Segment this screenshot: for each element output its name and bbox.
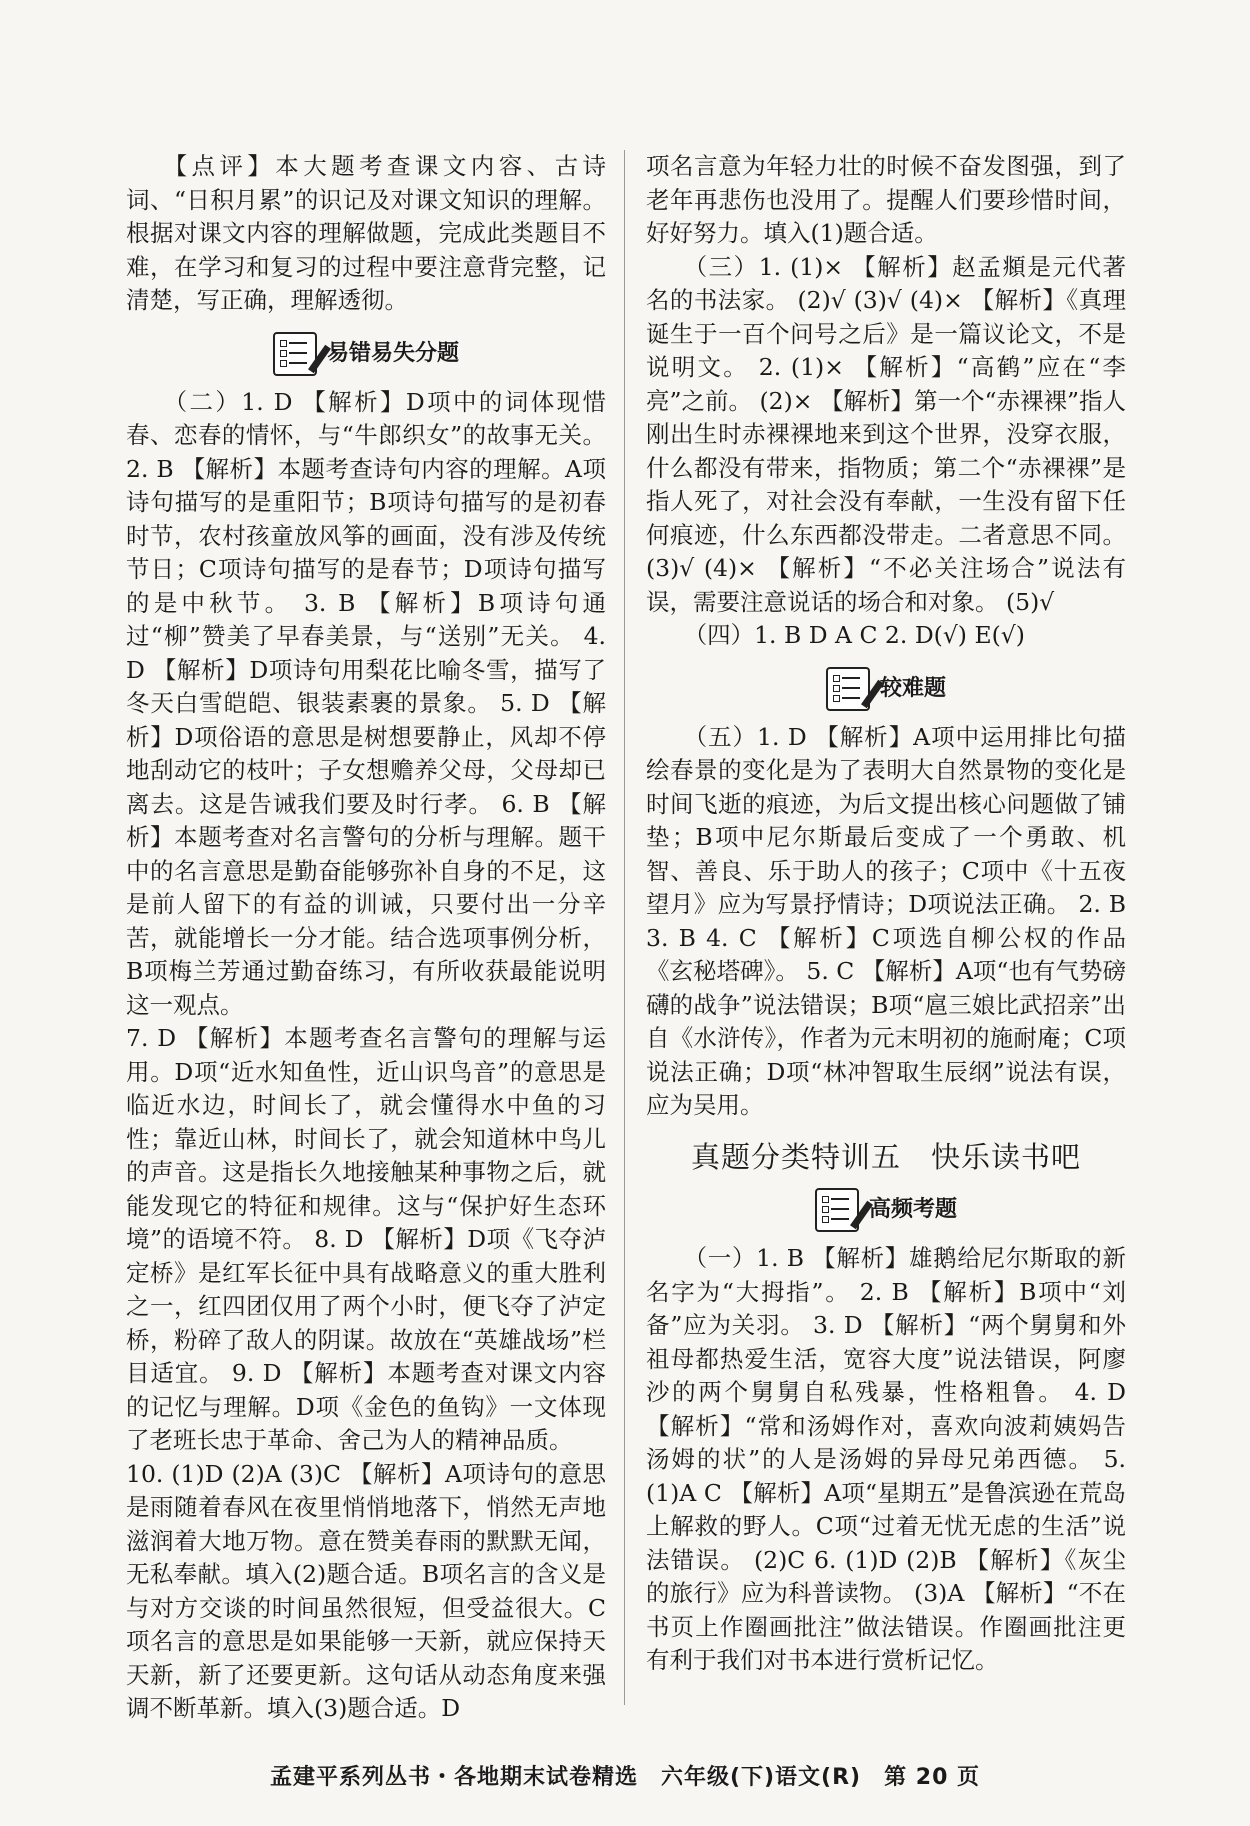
section-title: 易错易失分题 — [326, 340, 459, 366]
checklist-icon — [815, 1188, 859, 1232]
answer-paragraph-2: （二）1. D 【解析】D项中的词体现惜春、恋春的情怀，与“牛郎织女”的故事无关。 2. B 【解析】本题考查诗句内容的理解。A项诗句描写的是重阳节；B项诗句描写的是初春时节，农村孩童放风筝的画面，没有涉及传统节日；C项诗句描写的是春节；D项诗句描写的是中秋节。 3. B 【解析】B项诗句通过“柳”赞美了早春美景，与“送别”无关。 4. D 【解析】D项诗句用梨花比喻冬雪，描写了冬天白雪皑皑、银装素裹的景象。 5. D 【解析】D项俗语的意思是树想要静止，风却不停地刮动它的枝叶；子女想赡养父母，父母却已离去。这是告诫我们要及时行孝。 6. B 【解析】本题考查对名言警句的分析与理解。题干中的名言意思是勤奋能够弥补自身的不足，这是前人留下的有益的训诫，只要付出一分辛苦，就能增长一分才能。结合选项事例分析，B项梅兰芳通过勤奋练习，有所收获最能说明这一观点。 — [126, 387, 606, 1019]
answer-paragraph-3: （三）1. (1)× 【解析】赵孟頫是元代著名的书法家。 (2)√ (3)√ (4)× 【解析】《真理诞生于一百个问号之后》是一篇议论文，不是说明文。 2. (1)× 【解析】“高鹤”应在“李亮”之前。 (2)× 【解析】第一个“赤裸裸”指人刚出生时赤裸裸地来到这个世界，没穿衣服，什么都没有带来，指物质；第二个“赤裸裸”是指人死了，对社会没有奉献，一生没有留下任何痕迹，什么东西都没带走。二者意思不同。 (3)√ (4)× 【解析】“不必关注场合”说法有误，需要注意说话的场合和对象。 (5)√ — [646, 252, 1126, 616]
checklist-icon — [826, 667, 870, 711]
section-title: 高频考题 — [868, 1197, 957, 1223]
answer-paragraph-reading-1: （一）1. B 【解析】雄鹅给尼尔斯取的新名字为“大拇指”。 2. B 【解析】B项中“刘备”应为关羽。 3. D 【解析】“两个舅舅和外祖母都热爱生活，宽容大度”说法错误，阿廖沙的两个舅舅自私残暴，性格粗鲁。 4. D 【解析】“常和汤姆作对，喜欢向波莉姨妈告汤姆的状”的人是汤姆的异母兄弟西德。 5. (1)A C 【解析】A项“星期五”是鲁滨逊在荒岛上解救的野人。C项“过着无忧无虑的生活”说法错误。 (2)C 6. (1)D (2)B 【解析】《灰尘的旅行》应为科普读物。 (3)A 【解析】“不在书页上作圈画批注”做法错误。作圈画批注更有利于我们对书本进行赏析记忆。 — [646, 1244, 1126, 1674]
section-header-high-frequency — [646, 1184, 1126, 1236]
section-header-difficult — [646, 663, 1126, 715]
answer-paragraph-5: （五）1. D 【解析】A项中运用排比句描绘春景的变化是为了表明大自然景物的变化是时间飞逝的痕迹，为后文提出核心问题做了铺垫；B项中尼尔斯最后变成了一个勇敢、机智、善良、乐于助人的孩子；C项中《十五夜望月》应为写景抒情诗；D项说法正确。 2. B 3. B 4. C 【解析】C项选自柳公权的作品《玄秘塔碑》。 5. C 【解析】A项“也有气势磅礴的战争”说法错误；B项“扈三娘比武招亲”出自《水浒传》，作者为元末明初的施耐庵；C项说法正确；D项“林冲智取生辰纲”说法有误，应为吴用。 — [646, 722, 1126, 1119]
answer-paragraph-7: 7. D 【解析】本题考查名言警句的理解与运用。D项“近水知鱼性，近山识鸟音”的意思是临近水边，时间长了，就会懂得水中鱼的习性；靠近山林，时间长了，就会知道林中鸟儿的声音。这是指长久地接触某种事物之后，就能发现它的特征和规律。这与“保护好生态环境”的语境不符。 8. D 【解析】D项《飞夺泸定桥》是红军长征中具有战略意义的重大胜利之一，红四团仅用了两个小时，便飞夺了泸定桥，粉碎了敌人的阴谋。故放在“英雄战场”栏目适宜。 9. D 【解析】本题考查对课文内容的记忆与理解。D项《金色的鱼钩》一文体现了老班长忠于革命、舍己为人的精神品质。 — [126, 1024, 606, 1454]
page-footer: 孟建平系列丛书・各地期末试卷精选 六年级(下)语文(R) 第 20 页 — [269, 1765, 981, 1790]
answer-paragraph-4: （四）1. B D A C 2. D(√) E(√) — [683, 621, 1025, 649]
right-column — [646, 150, 1126, 1678]
section-header-error-prone — [126, 328, 606, 380]
left-column — [126, 150, 606, 1726]
chapter-title: 真题分类特训五 快乐读书吧 — [690, 1139, 1081, 1174]
column-divider — [624, 150, 625, 1705]
answer-paragraph-10: 10. (1)D (2)A (3)C 【解析】A项诗句的意思是雨随着春风在夜里悄悄地落下，悄然无声地滋润着大地万物。意在赞美春雨的默默无闻，无私奉献。填入(2)题合适。B项名言的含义是与对方交谈的时间虽然很短，但受益很大。C项名言的意思是如果能够一天新，就应保持天天新，新了还要更新。这句话从动态角度来强调不断革新。填入(3)题合适。D — [126, 1459, 606, 1722]
checklist-icon — [273, 332, 317, 376]
section-title: 较难题 — [879, 675, 946, 701]
answer-continuation: 项名言意为年轻力壮的时候不奋发图强，到了老年再悲伤也没用了。提醒人们要珍惜时间，好好努力。填入(1)题合适。 — [646, 152, 1126, 247]
comment-paragraph: 【点评】本大题考查课文内容、古诗词、“日积月累”的识记及对课文知识的理解。根据对课文内容的理解做题，完成此类题目不难，在学习和复习的过程中要注意背完整，记清楚，写正确，理解透彻。 — [126, 152, 606, 314]
